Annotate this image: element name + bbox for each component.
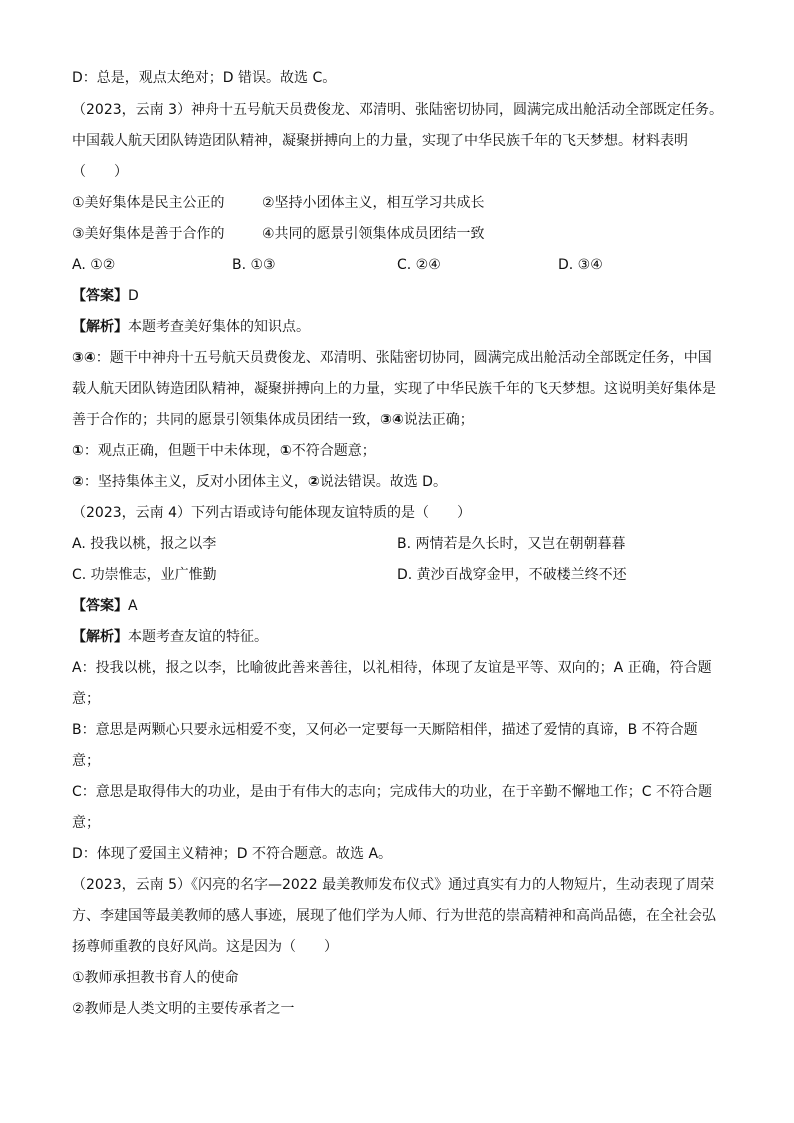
analysis-text: ：坚持集体主义，反对小团体主义，	[83, 474, 308, 490]
answer-value: D	[128, 288, 139, 304]
question-5-stem-cont: 方、李建国等最美教师的感人事迹，展现了他们学为人师、行为世范的崇高精神和高尚品德，在全社会弘	[72, 908, 716, 924]
analysis-detail	[72, 410, 474, 430]
question-5-stem-cont: 扬尊师重教的良好风尚。这是因为（ ）	[72, 939, 338, 955]
analysis-line	[72, 317, 310, 337]
option-d: D. 黄沙百战穿金甲，不破楼兰终不还	[397, 567, 627, 583]
text-line: D：总是，观点太绝对；D 错误。故选 C。	[72, 70, 337, 86]
analysis-line	[72, 627, 268, 647]
statement-marker: ③④	[380, 412, 404, 428]
option-c: C. ②④	[397, 257, 441, 273]
analysis-detail: A：投我以桃，报之以李，比喻彼此善来善往，以礼相待，体现了友谊是平等、双向的；A 正确，符合题	[72, 660, 712, 676]
option-d: D. ③④	[558, 257, 603, 273]
answer-tag: 【答案】	[72, 598, 128, 614]
analysis-detail: 载人航天团队铸造团队精神，凝聚拼搏向上的力量，实现了中华民族千年的飞天梦想。这说明美好集体是	[72, 381, 716, 397]
statement-marker: ①	[279, 443, 292, 459]
question-3-stem: （2023，云南 3）神舟十五号航天员费俊龙、邓清明、张陆密切协同，圆满完成出舱活动全部既定任务。	[72, 102, 723, 118]
statement-1: ①教师承担教书育人的使命	[72, 970, 239, 986]
question-4-stem: （2023，云南 4）下列古语或诗句能体现友谊特质的是（ ）	[72, 505, 471, 521]
statement-marker: ②	[307, 474, 320, 490]
option-a: A. ①②	[72, 257, 116, 273]
statement-marker: ②	[72, 474, 84, 490]
statement-marker: ①	[72, 443, 84, 459]
answer-tag: 【答案】	[72, 288, 128, 304]
analysis-detail: B：意思是两颗心只要永远相爱不变，又何必一定要每一天厮陪相伴，描述了爱情的真谛，B 不符合题	[72, 722, 698, 738]
option-c: C. 功崇惟志，业广惟勤	[72, 567, 217, 583]
analysis-tag: 【解析】	[72, 319, 128, 335]
analysis-text: 善于合作的；共同的愿景引领集体成员团结一致，	[72, 412, 380, 428]
analysis-detail: 意；	[72, 753, 100, 769]
statement-marker: ③④	[72, 350, 96, 366]
answer-line	[72, 596, 138, 616]
analysis-detail: 意；	[72, 691, 100, 707]
analysis-detail	[72, 348, 712, 368]
answer-blank: （ ）	[72, 164, 128, 180]
statement-3: ③美好集体是善于合作的	[72, 226, 225, 242]
analysis-tag: 【解析】	[72, 629, 128, 645]
analysis-text: 说法正确；	[403, 412, 474, 428]
option-b: B. 两情若是久长时，又岂在朝朝暮暮	[397, 536, 626, 552]
analysis-detail: D：体现了爱国主义精神；D 不符合题意。故选 A。	[72, 846, 393, 862]
option-b: B. ①③	[232, 257, 276, 273]
analysis-text: 说法错误。故选 D。	[319, 474, 447, 490]
statement-2: ②坚持小团体主义，相互学习共成长	[262, 195, 485, 211]
statement-2: ②教师是人类文明的主要传承者之一	[72, 1001, 295, 1017]
option-a: A. 投我以桃，报之以李	[72, 536, 217, 552]
analysis-detail: C：意思是取得伟大的功业，是由于有伟大的志向；完成伟大的功业，在于辛勤不懈地工作；C 不符合题	[72, 784, 712, 800]
question-3-stem-cont: 中国载人航天团队铸造团队精神，凝聚拼搏向上的力量，实现了中华民族千年的飞天梦想。材料表明	[72, 133, 688, 149]
statement-1: ①美好集体是民主公正的	[72, 195, 225, 211]
analysis-detail: 意；	[72, 815, 100, 831]
analysis-text: 不符合题意；	[291, 443, 376, 459]
analysis-text: ：观点正确，但题干中未体现，	[83, 443, 280, 459]
analysis-text: 本题考查友谊的特征。	[128, 629, 268, 645]
analysis-detail	[72, 441, 376, 461]
analysis-detail	[72, 472, 447, 492]
analysis-text: ：题干中神舟十五号航天员费俊龙、邓清明、张陆密切协同，圆满完成出舱活动全部既定任务，中国	[95, 350, 712, 366]
answer-line	[72, 286, 139, 306]
analysis-text: 本题考查美好集体的知识点。	[128, 319, 310, 335]
question-5-stem: （2023，云南 5）《闪亮的名字—2022 最美教师发布仪式》通过真实有力的人物短片，生动表现了周荣	[72, 877, 715, 893]
answer-value: A	[128, 598, 138, 614]
statement-4: ④共同的愿景引领集体成员团结一致	[262, 226, 485, 242]
